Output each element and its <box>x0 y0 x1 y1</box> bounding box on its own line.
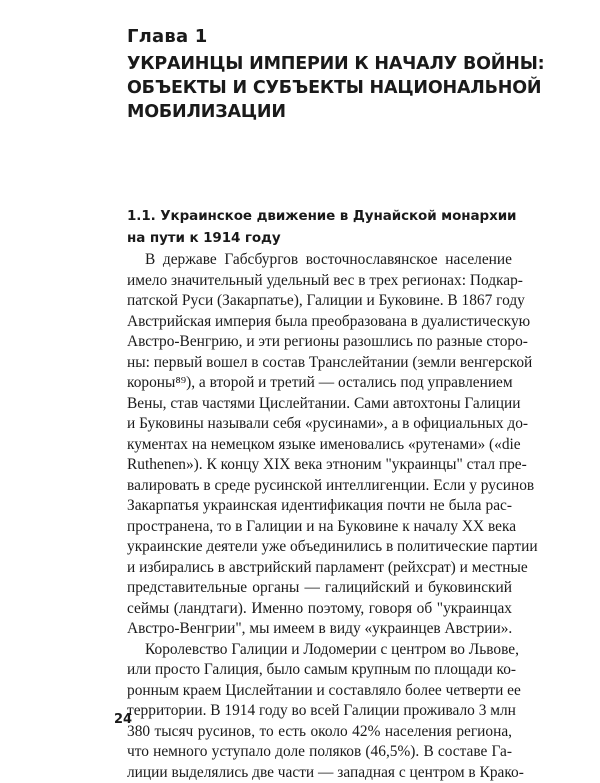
body-line: и Буковины называли себя «русинами», а в официальных до- <box>127 414 512 435</box>
body-line: что немного уступало доле поляков (46,5%). В составе Га- <box>127 742 512 763</box>
body-line: кументах на немецком языке именовались «рутенами» («die <box>127 435 512 456</box>
body-line: сеймы (ландтаги). Именно поэтому, говоря об "украинцах <box>127 599 512 620</box>
body-line: Королевство Галиции и Лодомерии с центром во Львове, <box>127 640 512 661</box>
body-line: Австро-Венгрии", мы имеем в виду «украинцев Австрии». <box>127 619 512 640</box>
body-line: короны⁸⁹), а второй и третий — остались под управлением <box>127 373 512 394</box>
chapter-title-line: МОБИЛИЗАЦИИ <box>127 100 557 124</box>
body-line: Вены, став частями Цислейтании. Сами автохтоны Галиции <box>127 394 512 415</box>
body-line: Австрийская империя была преобразована в дуалистическую <box>127 312 512 333</box>
section-title-line: 1.1. Украинское движение в Дунайской монархии <box>127 205 557 227</box>
body-text <box>127 250 512 783</box>
body-line: пространена, то в Галиции и на Буковине к началу XX века <box>127 517 512 538</box>
body-line: или просто Галиция, было самым крупным по площади ко- <box>127 660 512 681</box>
chapter-title-line: ОБЪЕКТЫ И СУБЪЕКТЫ НАЦИОНАЛЬНОЙ <box>127 76 557 100</box>
body-line: 380 тысяч русинов, то есть около 42% населения региона, <box>127 722 512 743</box>
section-title-line: на пути к 1914 году <box>127 227 557 249</box>
body-line: лиции выделялись две части — западная с центром в Крако- <box>127 763 512 783</box>
body-line: Австро-Венгрию, и эти регионы разошлись по разные сторо- <box>127 332 512 353</box>
body-line: валировать в среде русинской интеллигенции. Если у русинов <box>127 476 512 497</box>
body-line: представительные органы — галицийский и буковинский <box>127 578 512 599</box>
section-title <box>127 205 557 249</box>
body-line: патской Руси (Закарпатье), Галиции и Буковине. В 1867 году <box>127 291 512 312</box>
body-line: имело значительный удельный вес в трех регионах: Подкар- <box>127 271 512 292</box>
chapter-label: Глава 1 <box>127 26 208 47</box>
page-number: 24 <box>114 712 132 727</box>
chapter-title-line: УКРАИНЦЫ ИМПЕРИИ К НАЧАЛУ ВОЙНЫ: <box>127 52 557 76</box>
body-line: ронным краем Цислейтании и составляло более четверти ее <box>127 681 512 702</box>
body-line: и избирались в австрийский парламент (рейхсрат) и местные <box>127 558 512 579</box>
body-line: ны: первый вошел в состав Транслейтании (земли венгерской <box>127 353 512 374</box>
body-line: территории. В 1914 году во всей Галиции проживало 3 млн <box>127 701 512 722</box>
body-line: Закарпатья украинская идентификация почти не была рас- <box>127 496 512 517</box>
body-line: украинские деятели уже объединились в политические партии <box>127 537 512 558</box>
body-line: Ruthenen»). К концу XIX века этноним "украинцы" стал пре- <box>127 455 512 476</box>
body-line: В державе Габсбургов восточнославянское население <box>127 250 512 271</box>
chapter-title <box>127 52 557 124</box>
